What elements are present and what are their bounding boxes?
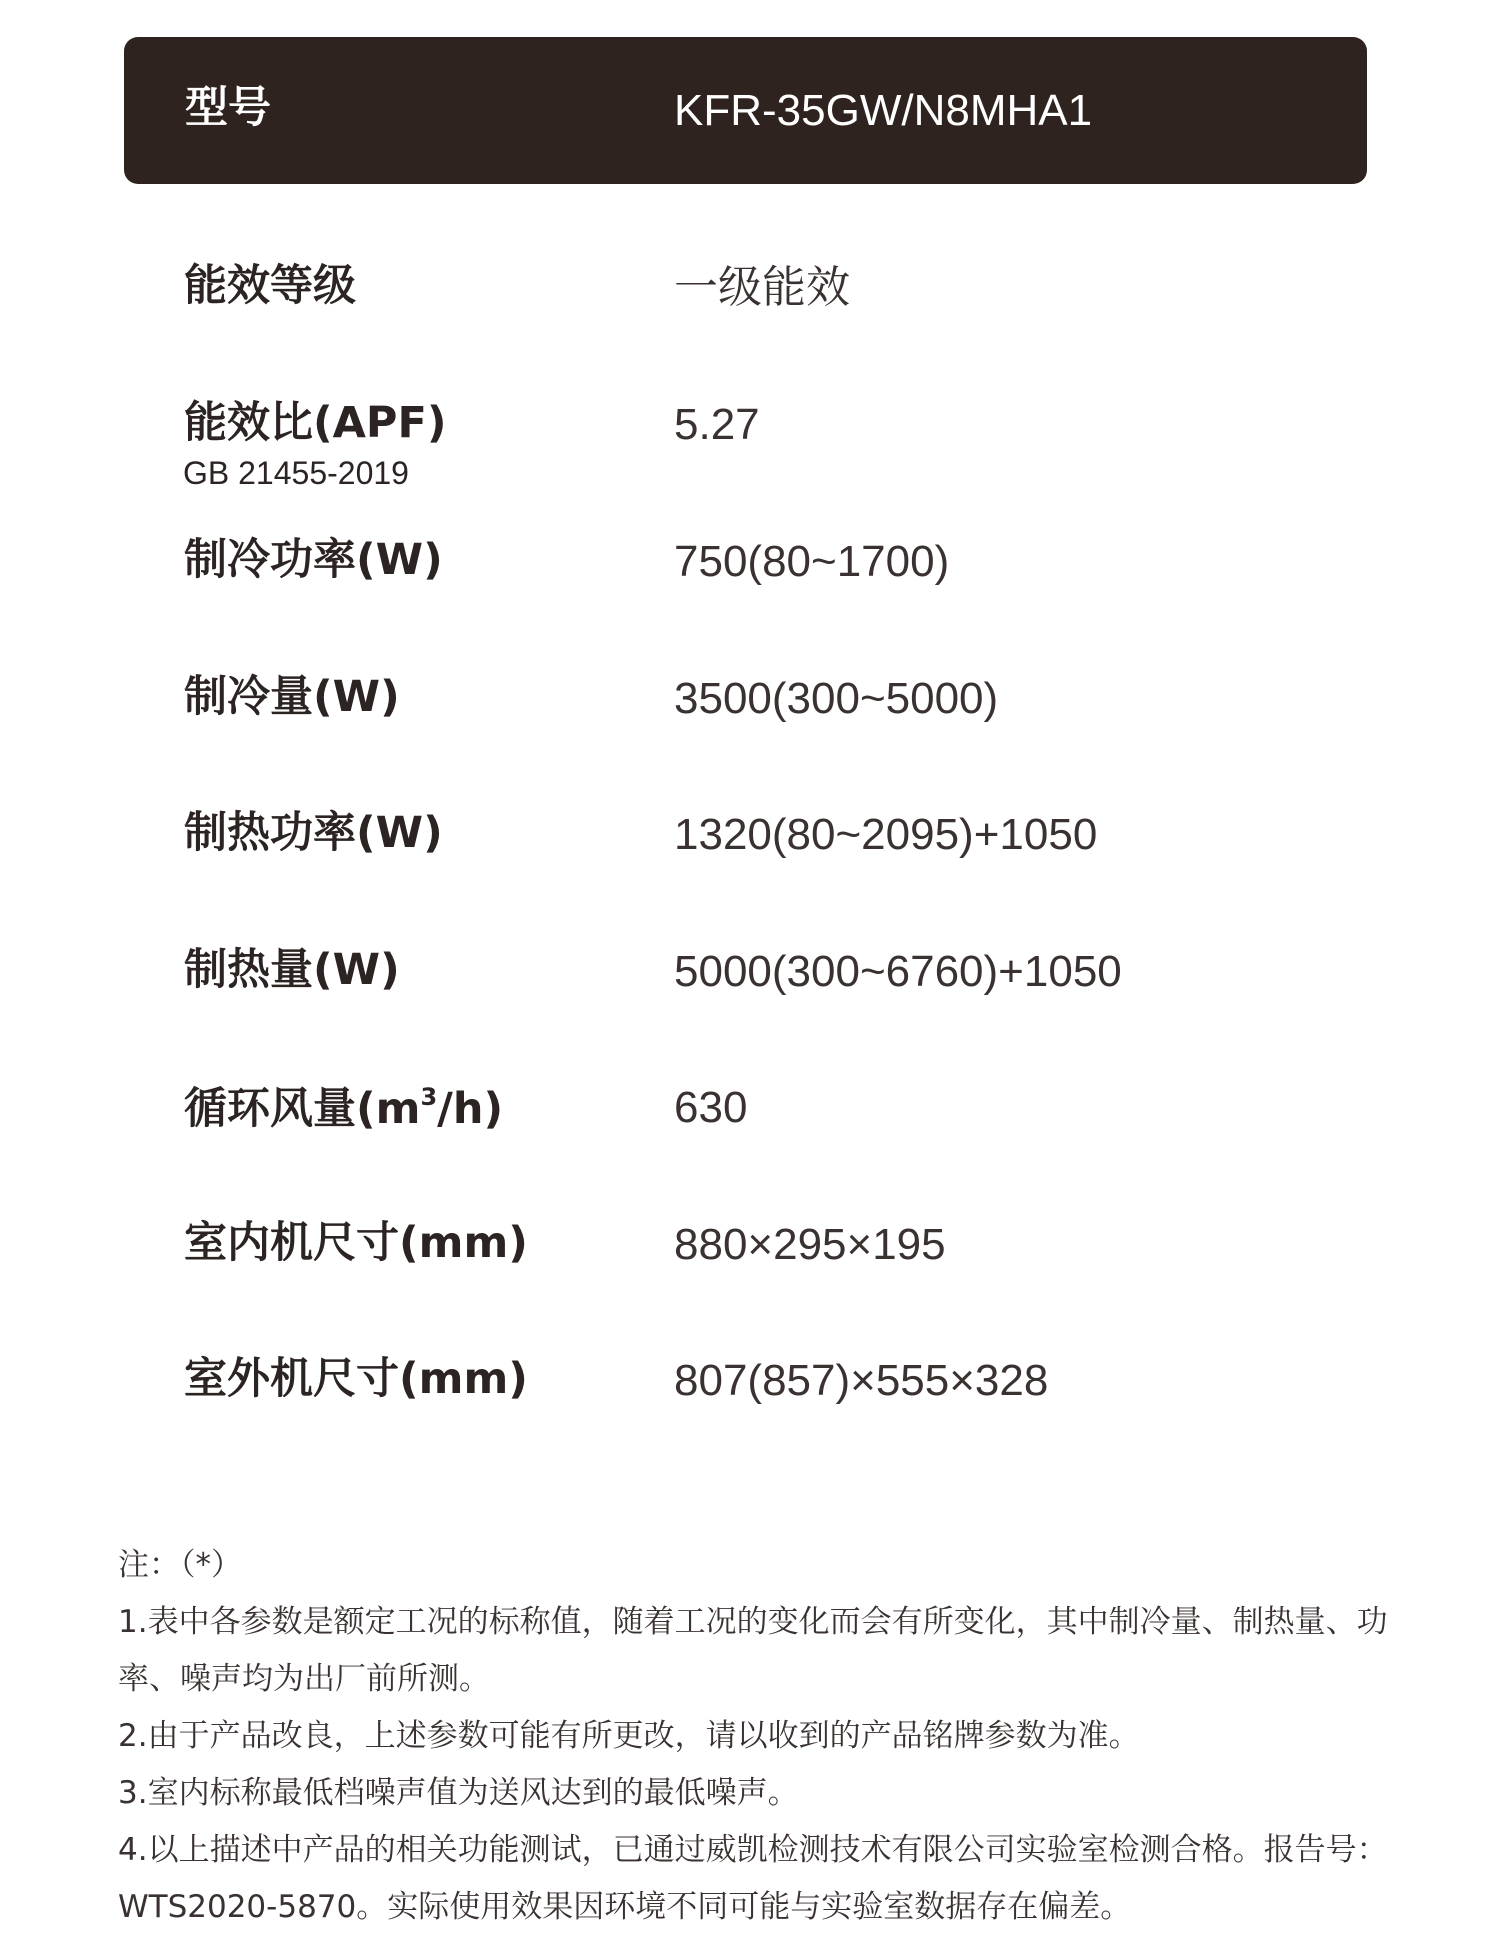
- footnotes-title: 注：（*）: [118, 1547, 242, 1583]
- spec-label: 室内机尺寸(mm): [184, 1218, 528, 1268]
- spec-label: 能效等级: [184, 261, 356, 311]
- footnotes: [118, 1537, 1388, 1936]
- spec-label: 制冷功率(W): [184, 535, 443, 585]
- spec-value: 630: [674, 1083, 748, 1132]
- model-header: [124, 37, 1367, 184]
- footnote-item: 2.由于产品改良，上述参数可能有所更改，请以收到的产品铭牌参数为准。: [118, 1718, 1140, 1754]
- spec-value: 1320(80~2095)+1050: [674, 810, 1098, 859]
- model-value: KFR-35GW/N8MHA1: [674, 86, 1093, 135]
- footnote-item: 1.表中各参数是额定工况的标称值，随着工况的变化而会有所变化，其中制冷量、制热量、功率、噪声均为出厂前所测。: [118, 1604, 1388, 1697]
- spec-label: 制热功率(W): [184, 808, 443, 858]
- spec-value: 5000(300~6760)+1050: [674, 947, 1122, 996]
- spec-sublabel: GB 21455-2019: [183, 455, 409, 491]
- spec-value: 5.27: [674, 400, 760, 449]
- spec-value: 750(80~1700): [674, 537, 950, 586]
- footnote-item: 3.室内标称最低档噪声值为送风达到的最低噪声。: [118, 1775, 799, 1811]
- spec-value: 3500(300~5000): [674, 674, 999, 723]
- footnote-item: 4.以上描述中产品的相关功能测试，已通过威凯检测技术有限公司实验室检测合格。报告号：WTS2020-5870。实际使用效果因环境不同可能与实验室数据存在偏差。: [118, 1832, 1388, 1925]
- spec-value: 807(857)×555×328: [674, 1356, 1049, 1405]
- spec-label: 循环风量$(m^3/h)$: [184, 1083, 504, 1134]
- spec-label: 室外机尺寸(mm): [184, 1354, 528, 1404]
- spec-label: 能效比(APF): [184, 398, 447, 448]
- spec-label: 制冷量(W): [184, 672, 400, 722]
- spec-value: 一级能效: [674, 263, 850, 312]
- spec-value: 880×295×195: [674, 1220, 946, 1269]
- spec-label: 制热量(W): [184, 945, 400, 995]
- model-label: 型号: [185, 83, 271, 133]
